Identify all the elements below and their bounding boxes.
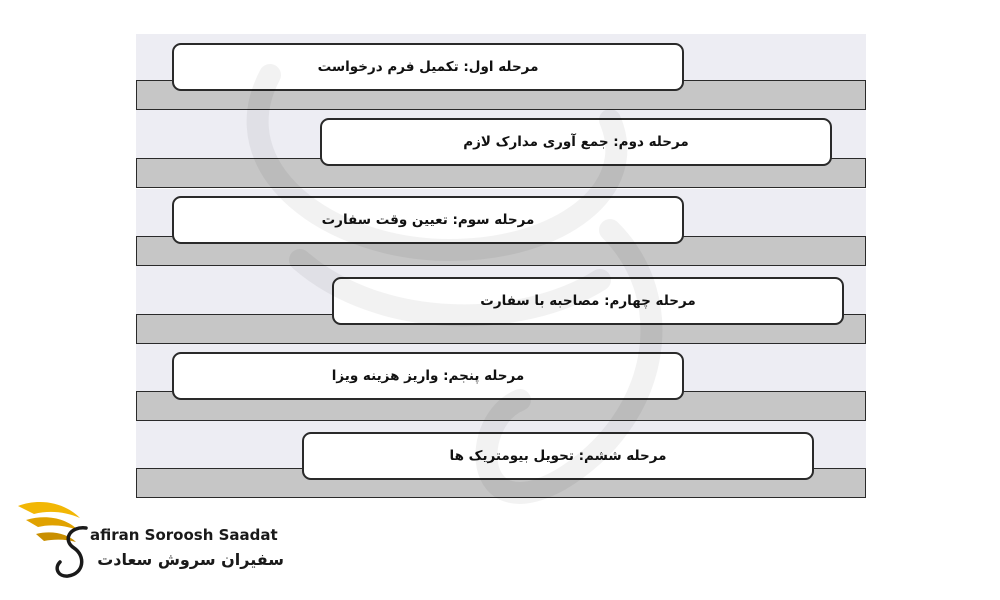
brand-logo xyxy=(14,492,304,592)
step-6-box xyxy=(302,432,814,480)
visa-steps-diagram xyxy=(136,34,866,498)
step-5-box xyxy=(172,352,684,400)
step-4-box xyxy=(332,277,844,325)
step-1-box xyxy=(172,43,684,91)
step-2-label: مرحله دوم: جمع آوری مدارک لازم xyxy=(463,134,689,150)
step-2-box xyxy=(320,118,832,166)
step-4-label: مرحله چهارم: مصاحبه با سفارت xyxy=(480,293,696,309)
step-3-box xyxy=(172,196,684,244)
step-5-label: مرحله پنجم: واریز هزینه ویزا xyxy=(331,368,525,384)
step-3-label: مرحله سوم: تعیین وقت سفارت xyxy=(321,212,535,228)
step-6-label: مرحله ششم: تحویل بیومتریک ها xyxy=(449,448,667,464)
brand-name-fa: سفیران سروش سعادت xyxy=(97,550,284,569)
step-1-label: مرحله اول: تکمیل فرم درخواست xyxy=(317,59,539,75)
brand-name-en: afiran Soroosh Saadat xyxy=(90,526,278,544)
